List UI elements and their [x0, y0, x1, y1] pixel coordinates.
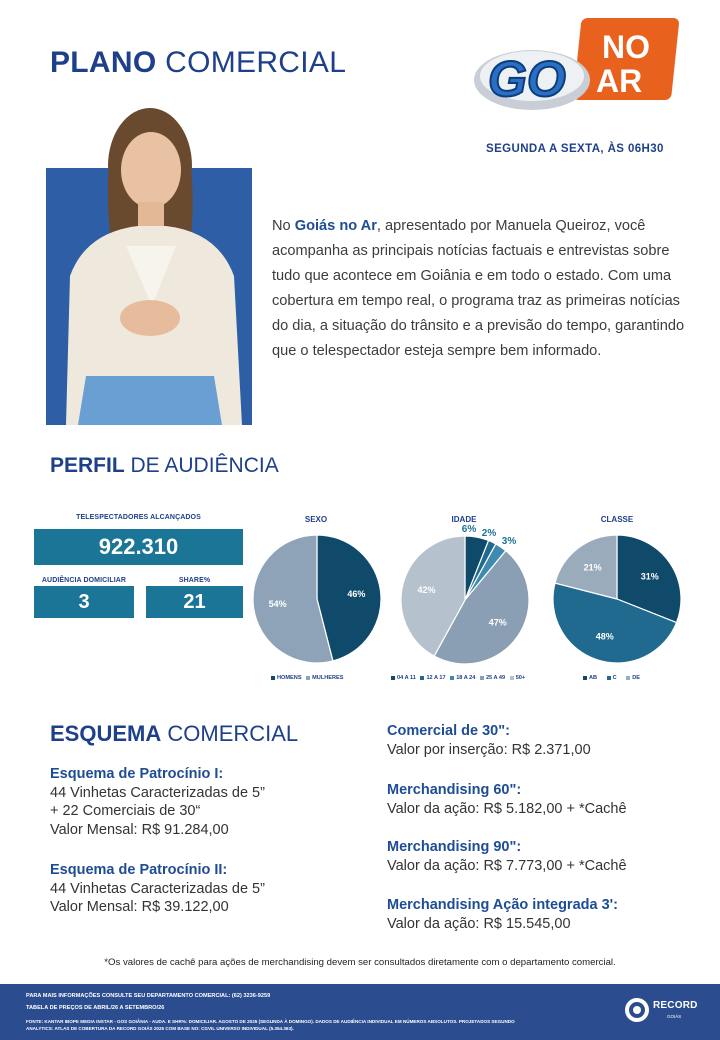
pie-chart-age — [400, 524, 530, 668]
legend-swatch-age-3 — [450, 676, 454, 680]
plan-2-price: Valor Mensal: R$ 39.122,00 — [50, 899, 229, 915]
legend-swatch-c — [607, 676, 611, 680]
legend-swatch-age-5 — [510, 676, 514, 680]
footer-price-period: TABELA DE PREÇOS DE ABRIL/26 A SETEMBRO/26 — [26, 1005, 165, 1011]
logo-text-go: GO — [488, 51, 566, 107]
intro-prefix: No — [272, 218, 295, 234]
scheme-section-title — [50, 721, 298, 747]
pie-slice-label: 47% — [488, 617, 507, 628]
home-audience-value: 3 — [34, 586, 134, 618]
pie-slice-label: 2% — [481, 528, 497, 539]
price-heading: Merchandising Ação integrada 3': — [387, 897, 618, 913]
legend-label-age-4: 25 A 49 — [485, 675, 506, 681]
legend-label-age-3: 18 A 24 — [456, 675, 476, 681]
title-light: COMERCIAL — [165, 46, 347, 79]
intro-body: , apresentado por Manuela Queiroz, você acompanha as principais notícias factuais e entrevistas sobre tudo que acontece em Goiânia e em todo o estado. Com uma cobertura em tempo real, o programa traz as primeiras notícias do dia, a situação do trânsito e a previsão do tempo, garantindo que o telespectador esteja sempre bem informado. — [272, 218, 685, 359]
legend-label-ab: AB — [589, 675, 598, 681]
legend-swatch-homens — [271, 676, 275, 680]
legend-label-age-5: 50+ — [515, 675, 526, 681]
record-logo — [623, 996, 703, 1028]
price-heading: Merchandising 90": — [387, 839, 522, 855]
legend-label-age-2: 12 A 17 — [426, 675, 446, 681]
pie-chart-sex — [252, 533, 382, 668]
plan-1-line-1: 44 Vinhetas Caracterizadas de 5” — [50, 784, 265, 801]
price-item — [387, 838, 627, 875]
pie-slice-label: 54% — [268, 598, 287, 609]
title-bold: PLANO — [50, 46, 157, 79]
pie-chart-class — [552, 533, 682, 668]
price-heading: Merchandising 60": — [387, 782, 522, 798]
program-logo — [470, 14, 700, 126]
sponsorship-plan-1 — [50, 765, 265, 839]
sponsorship-plan-2 — [50, 861, 265, 917]
legend-swatch-age-1 — [391, 676, 395, 680]
plan-2-heading: Esquema de Patrocínio II: — [50, 862, 228, 878]
scheme-title-light: COMERCIAL — [167, 721, 299, 746]
legend-label-homens: HOMENS — [277, 675, 302, 681]
logo-text-no: NO — [602, 29, 650, 65]
footnote: *Os valores de cachê para ações de merchandising devem ser consultados diretamente com o departamento comercial. — [104, 957, 616, 968]
legend-swatch-ab — [583, 676, 587, 680]
legend-class — [580, 675, 640, 681]
price-item — [387, 896, 618, 933]
footer — [0, 984, 720, 1040]
home-audience-label: AUDIÊNCIA DOMICILIAR — [41, 577, 127, 584]
presenter-photo — [46, 86, 252, 425]
footer-contact: PARA MAIS INFORMAÇÕES CONSULTE SEU DEPARTAMENTO COMERCIAL: (62) 3236-9259 — [26, 993, 271, 999]
reach-value: 922.310 — [34, 529, 243, 565]
legend-swatch-de — [626, 676, 630, 680]
legend-label-age-1: 04 A 11 — [397, 675, 416, 681]
price-item — [387, 722, 591, 759]
program-description — [272, 214, 690, 364]
record-logo-text: RECORD — [653, 1000, 698, 1011]
price-value: Valor por inserção: R$ 2.371,00 — [387, 741, 591, 758]
price-value: Valor da ação: R$ 15.545,00 — [387, 915, 571, 932]
legend-label-mulheres: MULHERES — [312, 675, 344, 681]
legend-sex — [268, 675, 344, 681]
price-value: Valor da ação: R$ 5.182,00 + *Cachê — [387, 800, 627, 817]
legend-swatch-age-2 — [420, 676, 424, 680]
record-logo-sub: GOIÁS — [667, 1014, 682, 1019]
chart-title-age: IDADE — [451, 515, 477, 524]
price-item — [387, 781, 627, 818]
price-heading: Comercial de 30": — [387, 723, 510, 739]
plan-1-heading: Esquema de Patrocínio I: — [50, 766, 224, 782]
record-logo-icon — [623, 996, 651, 1024]
audience-section-title — [50, 454, 279, 478]
pie-slice-label: 46% — [347, 589, 366, 600]
legend-swatch-age-4 — [480, 676, 484, 680]
audience-title-light: DE AUDIÊNCIA — [130, 454, 279, 477]
schedule-text: SEGUNDA A SEXTA, ÀS 06H30 — [486, 143, 664, 155]
legend-swatch-mulheres — [306, 676, 310, 680]
price-value: Valor da ação: R$ 7.773,00 + *Cachê — [387, 857, 627, 874]
logo-text-ar: AR — [596, 63, 643, 99]
share-label: SHARE% — [178, 577, 211, 584]
legend-age — [388, 675, 525, 681]
pie-slice-label: 6% — [461, 524, 477, 535]
pie-slice-label: 31% — [640, 571, 659, 582]
scheme-title-bold: ESQUEMA — [50, 721, 162, 746]
plan-2-line-1: 44 Vinhetas Caracterizadas de 5” — [50, 880, 265, 897]
pie-slice-label: 42% — [417, 585, 436, 596]
legend-label-c: C — [612, 675, 617, 681]
audience-title-bold: PERFIL — [50, 454, 125, 477]
chart-title-sex: SEXO — [304, 515, 328, 524]
share-value: 21 — [146, 586, 243, 618]
plan-1-line-2: + 22 Comerciais de 30“ — [50, 803, 201, 819]
pie-slice-label: 48% — [595, 631, 614, 642]
footer-source: FONTE: KANTAR IBOPE MEDIA INSTAR - GOS GOIÂNIA - AUDA. E SHR%: DOMICILIAR. AGOSTO DE 2025 (SEGUNDA À DOMINGO). DADOS DE AUDIÊNCIA INDIVIDUAL EM NÚMEROS ABSOLUTOS. PROJETADOS SEGUNDO ANALYTICS: ATLAS DE COBERTURA DA RECORD GOIÁS 2025 COM BASE NO: CGVIL UNIVERSO INDIVIDUAL (5.354.363). — [26, 1019, 515, 1031]
legend-label-de: DE — [632, 675, 641, 681]
page-title — [50, 46, 346, 80]
program-name: Goiás no Ar — [294, 218, 377, 234]
plan-1-price: Valor Mensal: R$ 91.284,00 — [50, 821, 229, 838]
pie-slice-label: 3% — [501, 536, 517, 547]
pie-slice-label: 21% — [583, 562, 602, 573]
chart-title-class: CLASSE — [600, 515, 634, 524]
reach-label: TELESPECTADORES ALCANÇADOS — [76, 514, 201, 521]
